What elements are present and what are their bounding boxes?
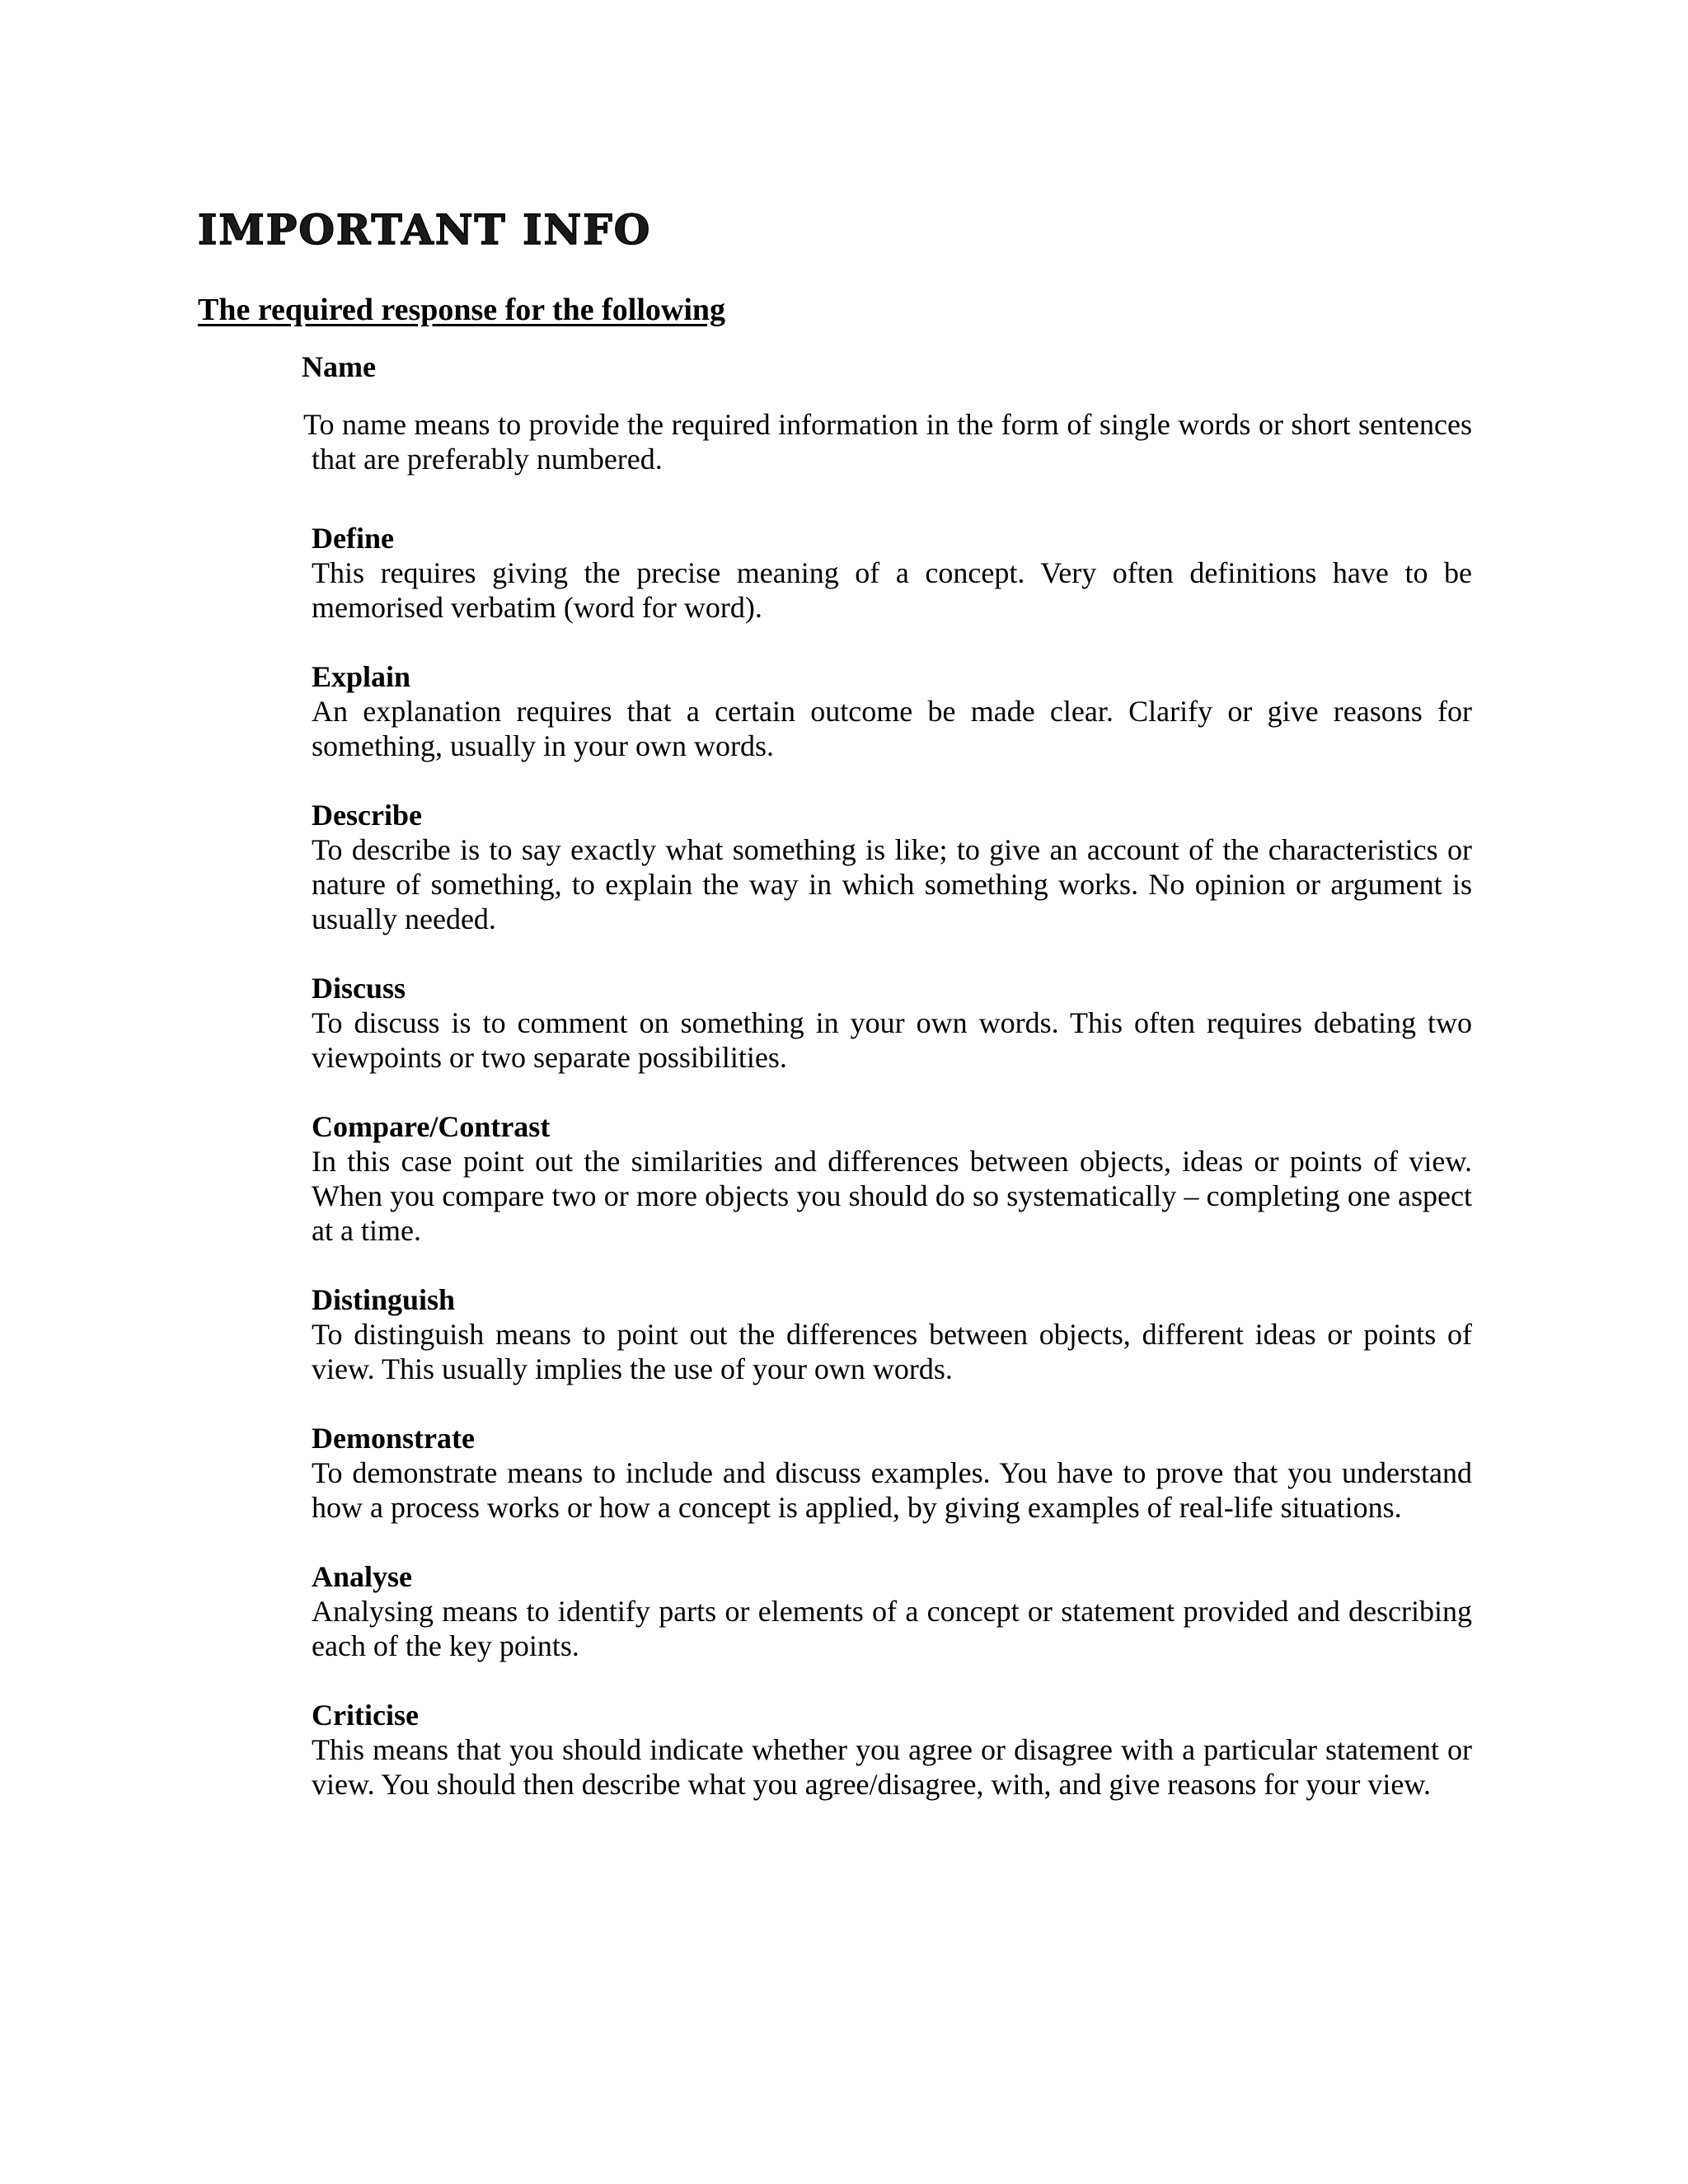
term-body: This requires giving the precise meaning of a concept. Very often definitions have to be memorised verbatim (word for word).: [312, 556, 1472, 624]
term-name: [302, 349, 1472, 476]
term-body: To demonstrate means to include and discuss examples. You have to prove that you understand how a process works or how a concept is applied, by giving examples of real-life situations.: [312, 1456, 1472, 1524]
terms-list: [302, 349, 1472, 1802]
term-analyse: [302, 1559, 1472, 1663]
term-heading: Describe: [312, 799, 422, 832]
term-define: [302, 521, 1472, 625]
term-heading: Analyse: [312, 1560, 413, 1593]
term-body: An explanation requires that a certain outcome be made clear. Clarify or give reasons for something, usually in your own words.: [312, 695, 1472, 762]
term-heading: Criticise: [312, 1699, 419, 1732]
term-heading: Name: [302, 350, 376, 383]
term-describe: [302, 798, 1472, 936]
term-criticise: [302, 1698, 1472, 1802]
term-body: In this case point out the similarities and differences between objects, ideas or points of view. When you compare two or more objects you should do so systematically – completing one aspect at a time.: [312, 1145, 1472, 1247]
term-explain: [302, 659, 1472, 763]
term-body: To discuss is to comment on something in your own words. This often requires debating two viewpoints or two separate possibilities.: [312, 1006, 1472, 1074]
term-body: Analysing means to identify parts or elements of a concept or statement provided and describing each of the key points.: [312, 1595, 1472, 1662]
term-distinguish: [302, 1282, 1472, 1386]
term-heading: Compare/Contrast: [312, 1110, 551, 1143]
term-heading: Explain: [312, 660, 411, 693]
term-body: To describe is to say exactly what something is like; to give an account of the characteristics or nature of something, to explain the way in which something works. No opinion or argument is usually needed.: [312, 833, 1472, 935]
term-body: This means that you should indicate whether you agree or disagree with a particular statement or view. You should then describe what you agree/disagree, with, and give reasons for your view.: [312, 1733, 1472, 1801]
term-discuss: [302, 971, 1472, 1075]
term-heading: Discuss: [312, 972, 406, 1005]
term-heading: Demonstrate: [312, 1422, 475, 1455]
term-body: To distinguish means to point out the differences between objects, different ideas or points of view. This usually implies the use of your own words.: [312, 1318, 1472, 1385]
term-compare-contrast: [302, 1109, 1472, 1248]
term-heading: Distinguish: [312, 1283, 456, 1316]
term-demonstrate: [302, 1421, 1472, 1525]
section-subtitle: The required response for the following: [198, 293, 726, 327]
term-heading: Define: [312, 522, 394, 555]
term-body: To name means to provide the required information in the form of single words or short sentences that are preferably numbered.: [303, 408, 1472, 476]
page-title: IMPORTANT INFO: [198, 205, 652, 254]
